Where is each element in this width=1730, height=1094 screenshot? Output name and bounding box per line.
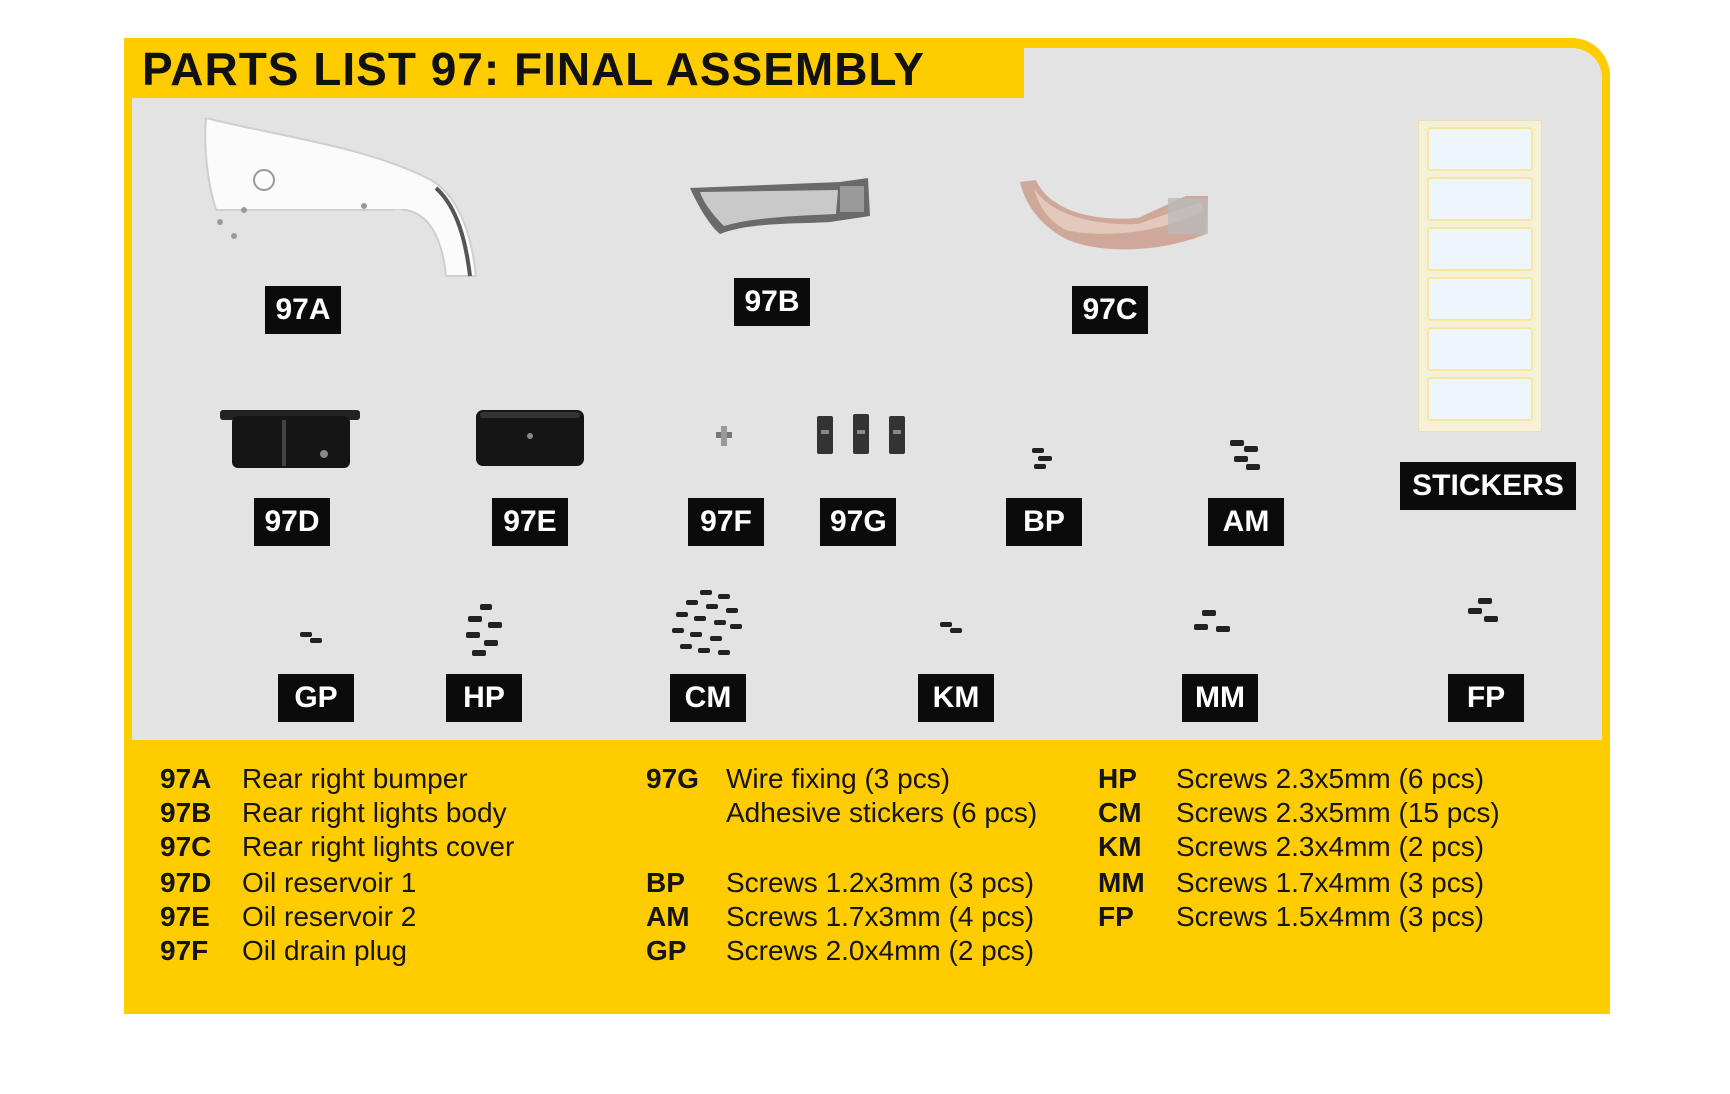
label-KM: KM bbox=[918, 674, 994, 722]
legend-desc: Screws 1.2x3mm (3 pcs) bbox=[726, 867, 1035, 898]
legend-desc: Screws 1.7x4mm (3 pcs) bbox=[1176, 867, 1485, 898]
label-97A: 97A bbox=[265, 286, 341, 334]
legend-item bbox=[1098, 900, 1484, 934]
legend-code: GP bbox=[646, 935, 687, 966]
lights-cover-icon bbox=[1018, 178, 1218, 254]
label-FP: FP bbox=[1448, 674, 1524, 722]
legend-code: MM bbox=[1098, 867, 1145, 898]
screw-icon bbox=[462, 602, 510, 660]
label-CM: CM bbox=[670, 674, 746, 722]
legend-item bbox=[160, 900, 416, 934]
legend-item bbox=[160, 934, 407, 968]
legend-item bbox=[1098, 830, 1484, 864]
label-stickers: STICKERS bbox=[1400, 462, 1576, 510]
oil-reservoir-2-icon bbox=[476, 410, 586, 468]
screw-icon bbox=[670, 588, 746, 660]
screw-icon bbox=[298, 630, 326, 646]
legend-item bbox=[160, 796, 507, 830]
label-AM: AM bbox=[1208, 498, 1284, 546]
legend-code: 97F bbox=[160, 935, 209, 966]
legend-desc: Oil reservoir 2 bbox=[242, 901, 417, 932]
label-97C: 97C bbox=[1072, 286, 1148, 334]
legend-item bbox=[646, 900, 1034, 934]
legend-item bbox=[1098, 866, 1484, 900]
legend-desc: Screws 1.5x4mm (3 pcs) bbox=[1176, 901, 1485, 932]
lights-body-icon bbox=[690, 176, 880, 240]
legend-desc: Screws 2.3x5mm (15 pcs) bbox=[1176, 797, 1500, 828]
legend-code: 97G bbox=[646, 763, 699, 794]
label-97B: 97B bbox=[734, 278, 810, 326]
legend-desc: Screws 2.0x4mm (2 pcs) bbox=[726, 935, 1035, 966]
legend-code: 97D bbox=[160, 867, 212, 898]
legend-code: 97B bbox=[160, 797, 212, 828]
screw-icon bbox=[1028, 446, 1058, 472]
legend-desc: Oil drain plug bbox=[242, 935, 407, 966]
screw-icon bbox=[1192, 608, 1236, 642]
legend-desc: Screws 2.3x4mm (2 pcs) bbox=[1176, 831, 1485, 862]
rear-bumper-icon bbox=[196, 118, 486, 278]
legend-item bbox=[1098, 762, 1484, 796]
legend-code: HP bbox=[1098, 763, 1137, 794]
legend-item bbox=[1098, 796, 1500, 830]
legend-desc: Adhesive stickers (6 pcs) bbox=[726, 797, 1038, 828]
legend-item bbox=[646, 866, 1034, 900]
legend-code: AM bbox=[646, 901, 690, 932]
label-97E: 97E bbox=[492, 498, 568, 546]
label-GP: GP bbox=[278, 674, 354, 722]
label-MM: MM bbox=[1182, 674, 1258, 722]
label-97G: 97G bbox=[820, 498, 896, 546]
legend-item bbox=[160, 866, 416, 900]
legend-desc: Wire fixing (3 pcs) bbox=[726, 763, 951, 794]
screw-icon bbox=[1226, 436, 1266, 476]
legend-desc: Oil reservoir 1 bbox=[242, 867, 417, 898]
label-97F: 97F bbox=[688, 498, 764, 546]
legend-code: FP bbox=[1098, 901, 1134, 932]
label-97D: 97D bbox=[254, 498, 330, 546]
wire-fixing-icon bbox=[815, 412, 909, 456]
label-BP: BP bbox=[1006, 498, 1082, 546]
legend-desc: Rear right bumper bbox=[242, 763, 468, 794]
drain-plug-icon bbox=[712, 424, 736, 448]
legend-code: 97A bbox=[160, 763, 212, 794]
legend-desc: Rear right lights body bbox=[242, 797, 507, 828]
legend-code: KM bbox=[1098, 831, 1142, 862]
legend-desc: Screws 1.7x3mm (4 pcs) bbox=[726, 901, 1035, 932]
screw-icon bbox=[938, 620, 964, 636]
legend-item bbox=[646, 762, 950, 796]
sticker-sheet-icon bbox=[1418, 120, 1542, 432]
oil-reservoir-1-icon bbox=[220, 410, 360, 470]
legend-desc: Screws 2.3x5mm (6 pcs) bbox=[1176, 763, 1485, 794]
legend-code: 97C bbox=[160, 831, 212, 862]
legend-item bbox=[646, 796, 1037, 830]
legend-item bbox=[646, 934, 1034, 968]
page-title: PARTS LIST 97: FINAL ASSEMBLY bbox=[142, 43, 925, 95]
legend-code: CM bbox=[1098, 797, 1142, 828]
legend-code: BP bbox=[646, 867, 685, 898]
legend-desc: Rear right lights cover bbox=[242, 831, 515, 862]
legend-code: 97E bbox=[160, 901, 210, 932]
screw-icon bbox=[1466, 596, 1504, 626]
legend-item bbox=[160, 762, 468, 796]
legend-item bbox=[160, 830, 514, 864]
label-HP: HP bbox=[446, 674, 522, 722]
